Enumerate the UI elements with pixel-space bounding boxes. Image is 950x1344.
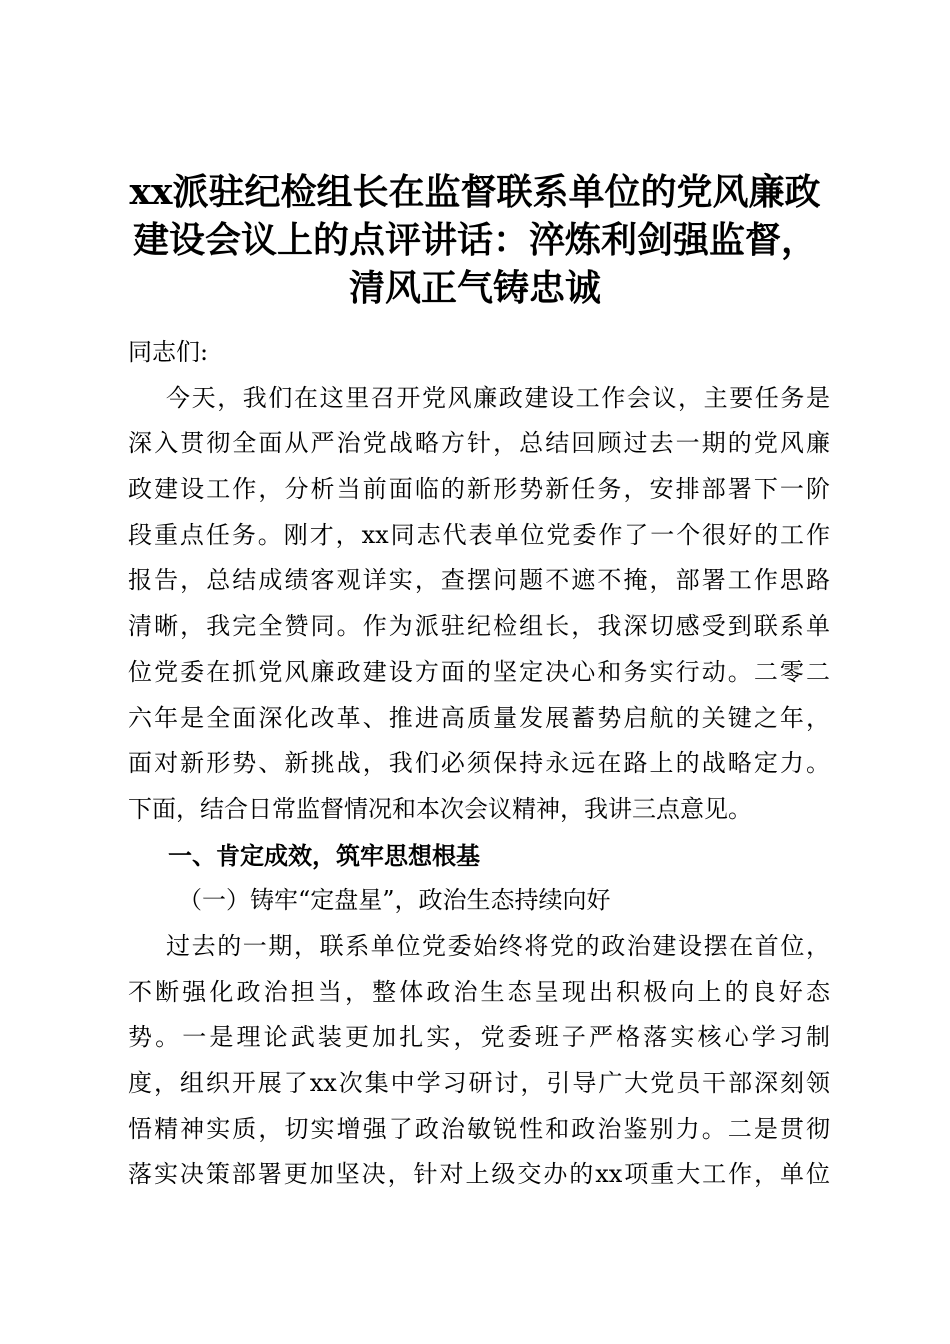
- title-line-3: 清风正气铸忠诚: [348, 267, 601, 309]
- paragraph-line: 悟精神实质，切实增强了政治敏锐性和政治鉴别力。二是贯彻: [128, 1114, 830, 1143]
- title-line-1: xx派驻纪检组长在监督联系单位的党风廉政: [129, 171, 821, 213]
- paragraph-2: [128, 924, 830, 1198]
- document-title: [120, 168, 830, 312]
- paragraph-1: [128, 376, 830, 833]
- paragraph-line: 政建设工作，分析当前面临的新形势新任务，安排部署下一阶: [128, 475, 830, 504]
- paragraph-line: 面对新形势、新挑战，我们必须保持永远在路上的战略定力。: [128, 749, 830, 778]
- paragraph-line: 下面，结合日常监督情况和本次会议精神，我讲三点意见。: [128, 794, 752, 823]
- paragraph-line: 过去的一期，联系单位党委始终将党的政治建设摆在首位，: [166, 931, 830, 960]
- title-line-2: 建设会议上的点评讲话：淬炼利剑强监督，: [132, 219, 817, 261]
- paragraph-line: 度，组织开展了xx次集中学习研讨，引导广大党员干部深刻领: [128, 1069, 830, 1097]
- document-body: [128, 330, 830, 1198]
- salutation: 同志们:: [128, 338, 209, 366]
- paragraph-line: 报告，总结成绩客观详实，查摆问题不遮不掩，部署工作思路: [128, 566, 830, 595]
- paragraph-line: 势。一是理论武装更加扎实，党委班子严格落实核心学习制: [128, 1023, 830, 1052]
- paragraph-line: 今天，我们在这里召开党风廉政建设工作会议，主要任务是: [166, 383, 830, 412]
- paragraph-line: 段重点任务。刚才，xx同志代表单位党委作了一个很好的工作: [128, 520, 830, 549]
- subsection-heading-1: （一）铸牢“定盘星”，政治生态持续向好: [178, 886, 611, 915]
- paragraph-line: 不断强化政治担当，整体政治生态呈现出积极向上的良好态: [128, 977, 830, 1006]
- paragraph-line: 位党委在抓党风廉政建设方面的坚定决心和务实行动。二零二: [128, 657, 830, 686]
- paragraph-line: 六年是全面深化改革、推进高质量发展蓄势启航的关键之年，: [128, 703, 830, 732]
- paragraph-line: 深入贯彻全面从严治党战略方针，总结回顾过去一期的党风廉: [128, 429, 830, 458]
- paragraph-line: 落实决策部署更加坚决，针对上级交办的xx项重大工作，单位: [128, 1160, 830, 1189]
- section-heading-1: 一、肯定成效，筑牢思想根基: [168, 840, 480, 870]
- paragraph-line: 清晰，我完全赞同。作为派驻纪检组长，我深切感受到联系单: [128, 612, 830, 641]
